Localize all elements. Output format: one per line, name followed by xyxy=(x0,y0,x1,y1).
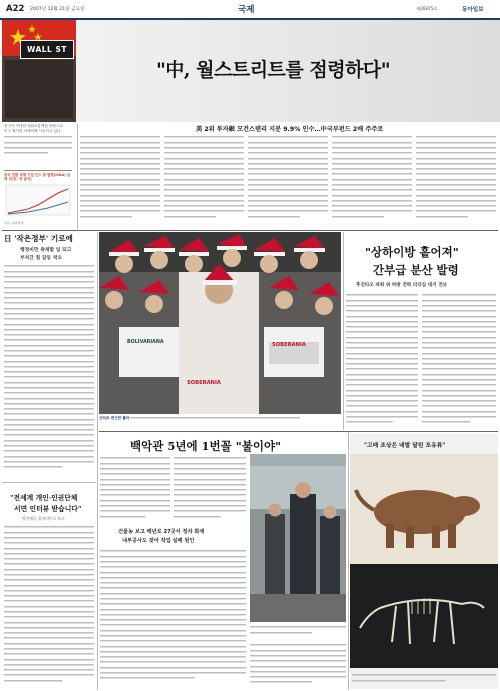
wallst-headline: "中, 월스트리트를 점령하다" xyxy=(156,59,391,81)
whitehouse-subhead-1: 건물농 보고 백년로 27곳서 정차 화재 xyxy=(118,529,205,535)
wallst-body-col-3 xyxy=(248,134,328,226)
inset-chart-box xyxy=(4,170,72,227)
interview-body-text xyxy=(4,524,94,688)
edition-number: 제26875호 xyxy=(416,6,438,11)
bush-photo xyxy=(250,454,346,622)
jersey-text-right: SOBERANIA xyxy=(272,342,306,348)
whale-ancestor-caption xyxy=(352,672,496,688)
whitehouse-headline: 백악관 5년에 1번꼴 "불이야" xyxy=(130,439,282,453)
china-flag-graphic xyxy=(2,20,76,122)
wall-st-photo xyxy=(2,20,76,122)
page-number: A22 xyxy=(6,4,25,14)
japan-kicker: 日 '작은정부' 기로에 xyxy=(4,234,73,243)
interview-headline-1: "전세계 개인·인권단체 xyxy=(10,494,78,502)
wallst-body-col-4 xyxy=(332,134,412,226)
section-title: 국제 xyxy=(238,5,255,15)
inset-chart-title: 중국 전환 국채 기업 인수 및 합병(M&A) 금액 (단위: 억 달러) xyxy=(4,173,71,182)
whitehouse-body-col-4 xyxy=(250,642,346,688)
right-lower-rule xyxy=(348,432,349,690)
page-header xyxy=(0,0,500,18)
santa-photo-graphic xyxy=(99,232,341,414)
section-divider-2 xyxy=(99,431,498,432)
santa-hats-photo xyxy=(99,232,341,414)
shanghai-subhead: 후진타오 파워 위 하방 전략 리더십 대거 전보 xyxy=(356,283,448,288)
skeleton-illustration xyxy=(350,564,498,668)
wallst-body-col-2 xyxy=(164,134,244,226)
wallst-body-col-5 xyxy=(416,134,496,226)
inset-chart-graphic xyxy=(4,183,72,221)
right-column-rule xyxy=(343,232,344,430)
shanghai-body-col-1 xyxy=(346,292,418,428)
inset-chart-source: 자료: 머저마켓 xyxy=(4,221,24,225)
wallst-body-col-1 xyxy=(80,134,160,226)
jersey-text-left: BOLIVARIANA xyxy=(127,340,164,345)
wall-st-sign: WALL ST xyxy=(20,40,74,59)
japan-body-text xyxy=(4,263,94,477)
headline-background xyxy=(76,20,500,122)
shanghai-headline-2: 간부급 분산 발령 xyxy=(373,263,459,277)
whitehouse-subhead-2: 내부공사도 잦아 작업 실패 원인 xyxy=(122,538,195,544)
left-divider xyxy=(2,482,96,483)
masthead-logo: 동아일보 xyxy=(462,7,484,13)
whitehouse-body-col-3 xyxy=(100,548,246,688)
santa-caption xyxy=(99,415,341,427)
issue-date: 2007년 12월 21일 금요일 xyxy=(30,7,85,12)
japan-subhead-1: 행정비만 축제할 일 되고 xyxy=(20,248,72,253)
bush-photo-caption xyxy=(250,624,346,638)
bush-photo-graphic xyxy=(250,454,346,622)
japan-subhead-2: 부처간 힘 갈등 착오 xyxy=(20,256,63,261)
whitehouse-body-col-2 xyxy=(174,455,246,521)
left-column-rule xyxy=(97,232,98,690)
santa-caption-title: 산타로 변신한 룰라 xyxy=(99,416,130,421)
whitehouse-body-col-1 xyxy=(100,455,170,521)
jersey-text-bottom: SOBERANIA xyxy=(187,380,221,386)
wallst-subhead: 美 2위 투자銀 모건스탠리 지분 9.9% 인수…中국부펀드 2배 주주로 xyxy=(196,126,384,133)
wallst-intro-column: 중국이 막대한 외환보유액을 바탕으로 미국 월가를 차례차례 사들이고 있다. xyxy=(4,124,72,166)
interview-headline-2: 서면 인터뷰 받습니다" xyxy=(14,505,82,513)
shanghai-headline-1: "상하이방 흩어져" xyxy=(365,245,459,259)
section-divider-1 xyxy=(2,230,498,231)
whale-ancestor-label: "고래 조상은 네발 달린 포유류" xyxy=(364,443,446,449)
interview-byline: 앙카메다 울바리트로 보고 xyxy=(22,516,65,521)
shanghai-body-col-2 xyxy=(422,292,496,428)
whale-ancestor-box xyxy=(350,434,498,689)
hippo-illustration xyxy=(350,454,498,564)
